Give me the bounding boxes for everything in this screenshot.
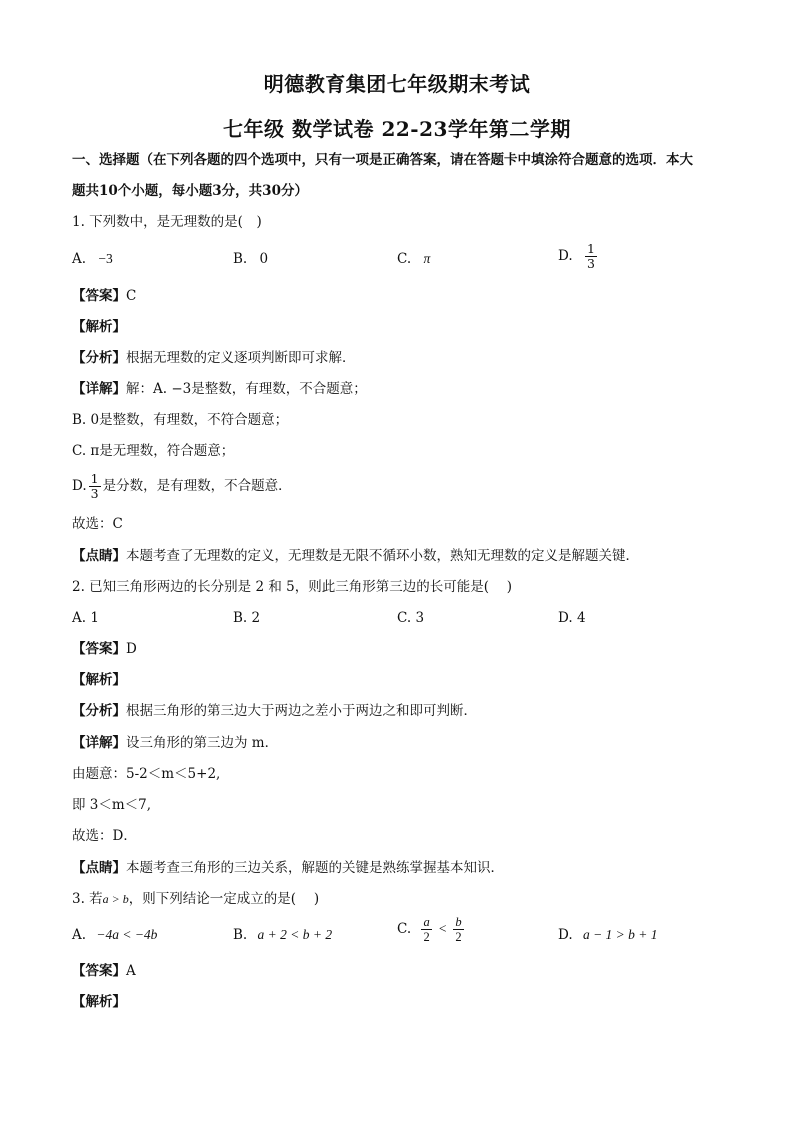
q1-stem: 1. 下列数中，是无理数的是( ) — [72, 214, 262, 230]
section-heading-line2: 题共10个小题，每小题3分，共30分） — [72, 183, 308, 199]
answer-tag: 【答案】 — [72, 288, 126, 304]
option-label: C. — [397, 251, 412, 267]
answer-tag: 【答案】 — [72, 641, 126, 657]
detail-d-prefix: D. — [72, 478, 87, 494]
fraction-denominator: 3 — [90, 486, 99, 501]
fenxi-text: 根据无理数的定义逐项判断即可求解． — [126, 350, 356, 366]
q3-stem — [72, 889, 319, 909]
q3-option-a — [72, 925, 157, 945]
option-value: 0 — [259, 251, 269, 267]
option-label: D. — [558, 610, 573, 626]
fraction-denominator: 2 — [455, 930, 462, 944]
answer-value: D — [126, 641, 137, 657]
q1-detail-c: C. π是无理数，符合题意； — [72, 443, 235, 459]
option-value: 1 — [90, 610, 99, 626]
stem-suffix: ，则下列结论一定成立的是( ) — [128, 891, 320, 907]
fraction-numerator: a — [423, 915, 430, 929]
review-text: 本题考查了无理数的定义，无理数是无限不循环小数，熟知无理数的定义是解题关键． — [126, 548, 639, 564]
exam-title: 明德教育集团七年级期末考试 — [263, 72, 531, 96]
q2-review — [72, 858, 504, 878]
option-label: C. — [397, 610, 412, 626]
fenxi-tag: 【分析】 — [72, 350, 126, 366]
q3-option-b — [233, 925, 332, 945]
option-label: D. — [558, 248, 573, 264]
detail-text: 解：A. −3是整数，有理数，不合题意； — [126, 381, 367, 397]
q1-answer — [72, 286, 136, 306]
detail-d-suffix: 是分数，是有理数，不合题意． — [102, 478, 292, 494]
fraction-denominator: 2 — [423, 930, 430, 944]
q2-option-c — [397, 608, 424, 628]
fraction — [89, 472, 101, 501]
option-label: A. — [72, 927, 87, 943]
option-value: π — [423, 251, 431, 266]
detail-tag: 【详解】 — [72, 381, 126, 397]
q2-detail — [72, 733, 278, 753]
stem-prefix: 3. 若 — [72, 891, 103, 907]
q1-analysis-tag: 【解析】 — [72, 319, 126, 335]
relation-sign: < — [437, 921, 448, 936]
q2-analysis-tag: 【解析】 — [72, 672, 126, 688]
q3-option-d — [558, 925, 658, 945]
fenxi-text: 根据三角形的第三边大于两边之差小于两边之和即可判断． — [126, 703, 477, 719]
answer-value: C — [126, 288, 137, 304]
q1-fenxi — [72, 348, 356, 368]
q1-detail — [72, 379, 367, 399]
detail-tag: 【详解】 — [72, 735, 126, 751]
q1-review — [72, 546, 639, 566]
option-label: B. — [233, 251, 248, 267]
q1-option-d — [558, 242, 599, 271]
option-label: B. — [233, 927, 248, 943]
q2-answer — [72, 639, 137, 659]
option-value: −4a < −4b — [96, 927, 158, 942]
answer-value: A — [126, 963, 136, 979]
option-value: 3 — [415, 610, 425, 626]
q2-fenxi — [72, 701, 477, 721]
q1-option-c — [397, 249, 430, 269]
q2-choose: 故选：D． — [72, 828, 137, 844]
q1-choose: 故选：C — [72, 516, 123, 532]
option-value: −3 — [98, 251, 113, 266]
q2-detail-3: 即 3＜m＜7, — [72, 797, 152, 813]
fraction-numerator: 1 — [90, 471, 99, 486]
option-label: A. — [72, 251, 87, 267]
q2-detail-2: 由题意：5-2＜m＜5+2, — [72, 766, 221, 782]
q2-option-b — [233, 608, 260, 628]
option-label: A. — [72, 610, 87, 626]
exam-subtitle: 七年级 数学试卷 22-23学年第二学期 — [223, 117, 571, 141]
option-label: B. — [233, 610, 248, 626]
option-label: D. — [558, 927, 573, 943]
option-value: a − 1 > b + 1 — [582, 927, 658, 942]
fraction-numerator: b — [455, 915, 462, 929]
fraction-numerator: 1 — [586, 241, 595, 256]
q1-detail-b: B. 0是整数，有理数，不符合题意； — [72, 412, 289, 428]
q2-stem: 2. 已知三角形两边的长分别是 2 和 5，则此三角形第三边的长可能是( ) — [72, 579, 513, 595]
q1-detail-d — [72, 472, 292, 501]
q1-option-a — [72, 249, 113, 269]
review-text: 本题考查三角形的三边关系，解题的关键是熟练掌握基本知识． — [126, 860, 504, 876]
option-value: 4 — [576, 610, 586, 626]
q2-option-d — [558, 608, 586, 628]
fraction-denominator: 3 — [586, 256, 595, 271]
stem-math: a > b — [102, 892, 129, 906]
fraction-left — [421, 915, 431, 944]
option-label: C. — [397, 921, 412, 937]
q1-option-b — [233, 249, 268, 269]
review-tag: 【点睛】 — [72, 548, 126, 564]
fraction — [585, 242, 597, 271]
answer-tag: 【答案】 — [72, 963, 126, 979]
option-value: 2 — [251, 610, 261, 626]
q2-option-a — [72, 608, 99, 628]
option-value: a + 2 < b + 2 — [257, 927, 333, 942]
fraction-right — [453, 915, 463, 944]
section-heading-line1: 一、选择题（在下列各题的四个选项中，只有一项是正确答案，请在答题卡中填涂符合题意的选项．本大 — [72, 152, 693, 168]
review-tag: 【点睛】 — [72, 860, 126, 876]
detail-text: 设三角形的第三边为 m． — [126, 735, 279, 751]
q3-analysis-tag: 【解析】 — [72, 994, 126, 1010]
q3-option-c — [397, 915, 466, 944]
fenxi-tag: 【分析】 — [72, 703, 126, 719]
q3-answer — [72, 961, 136, 981]
